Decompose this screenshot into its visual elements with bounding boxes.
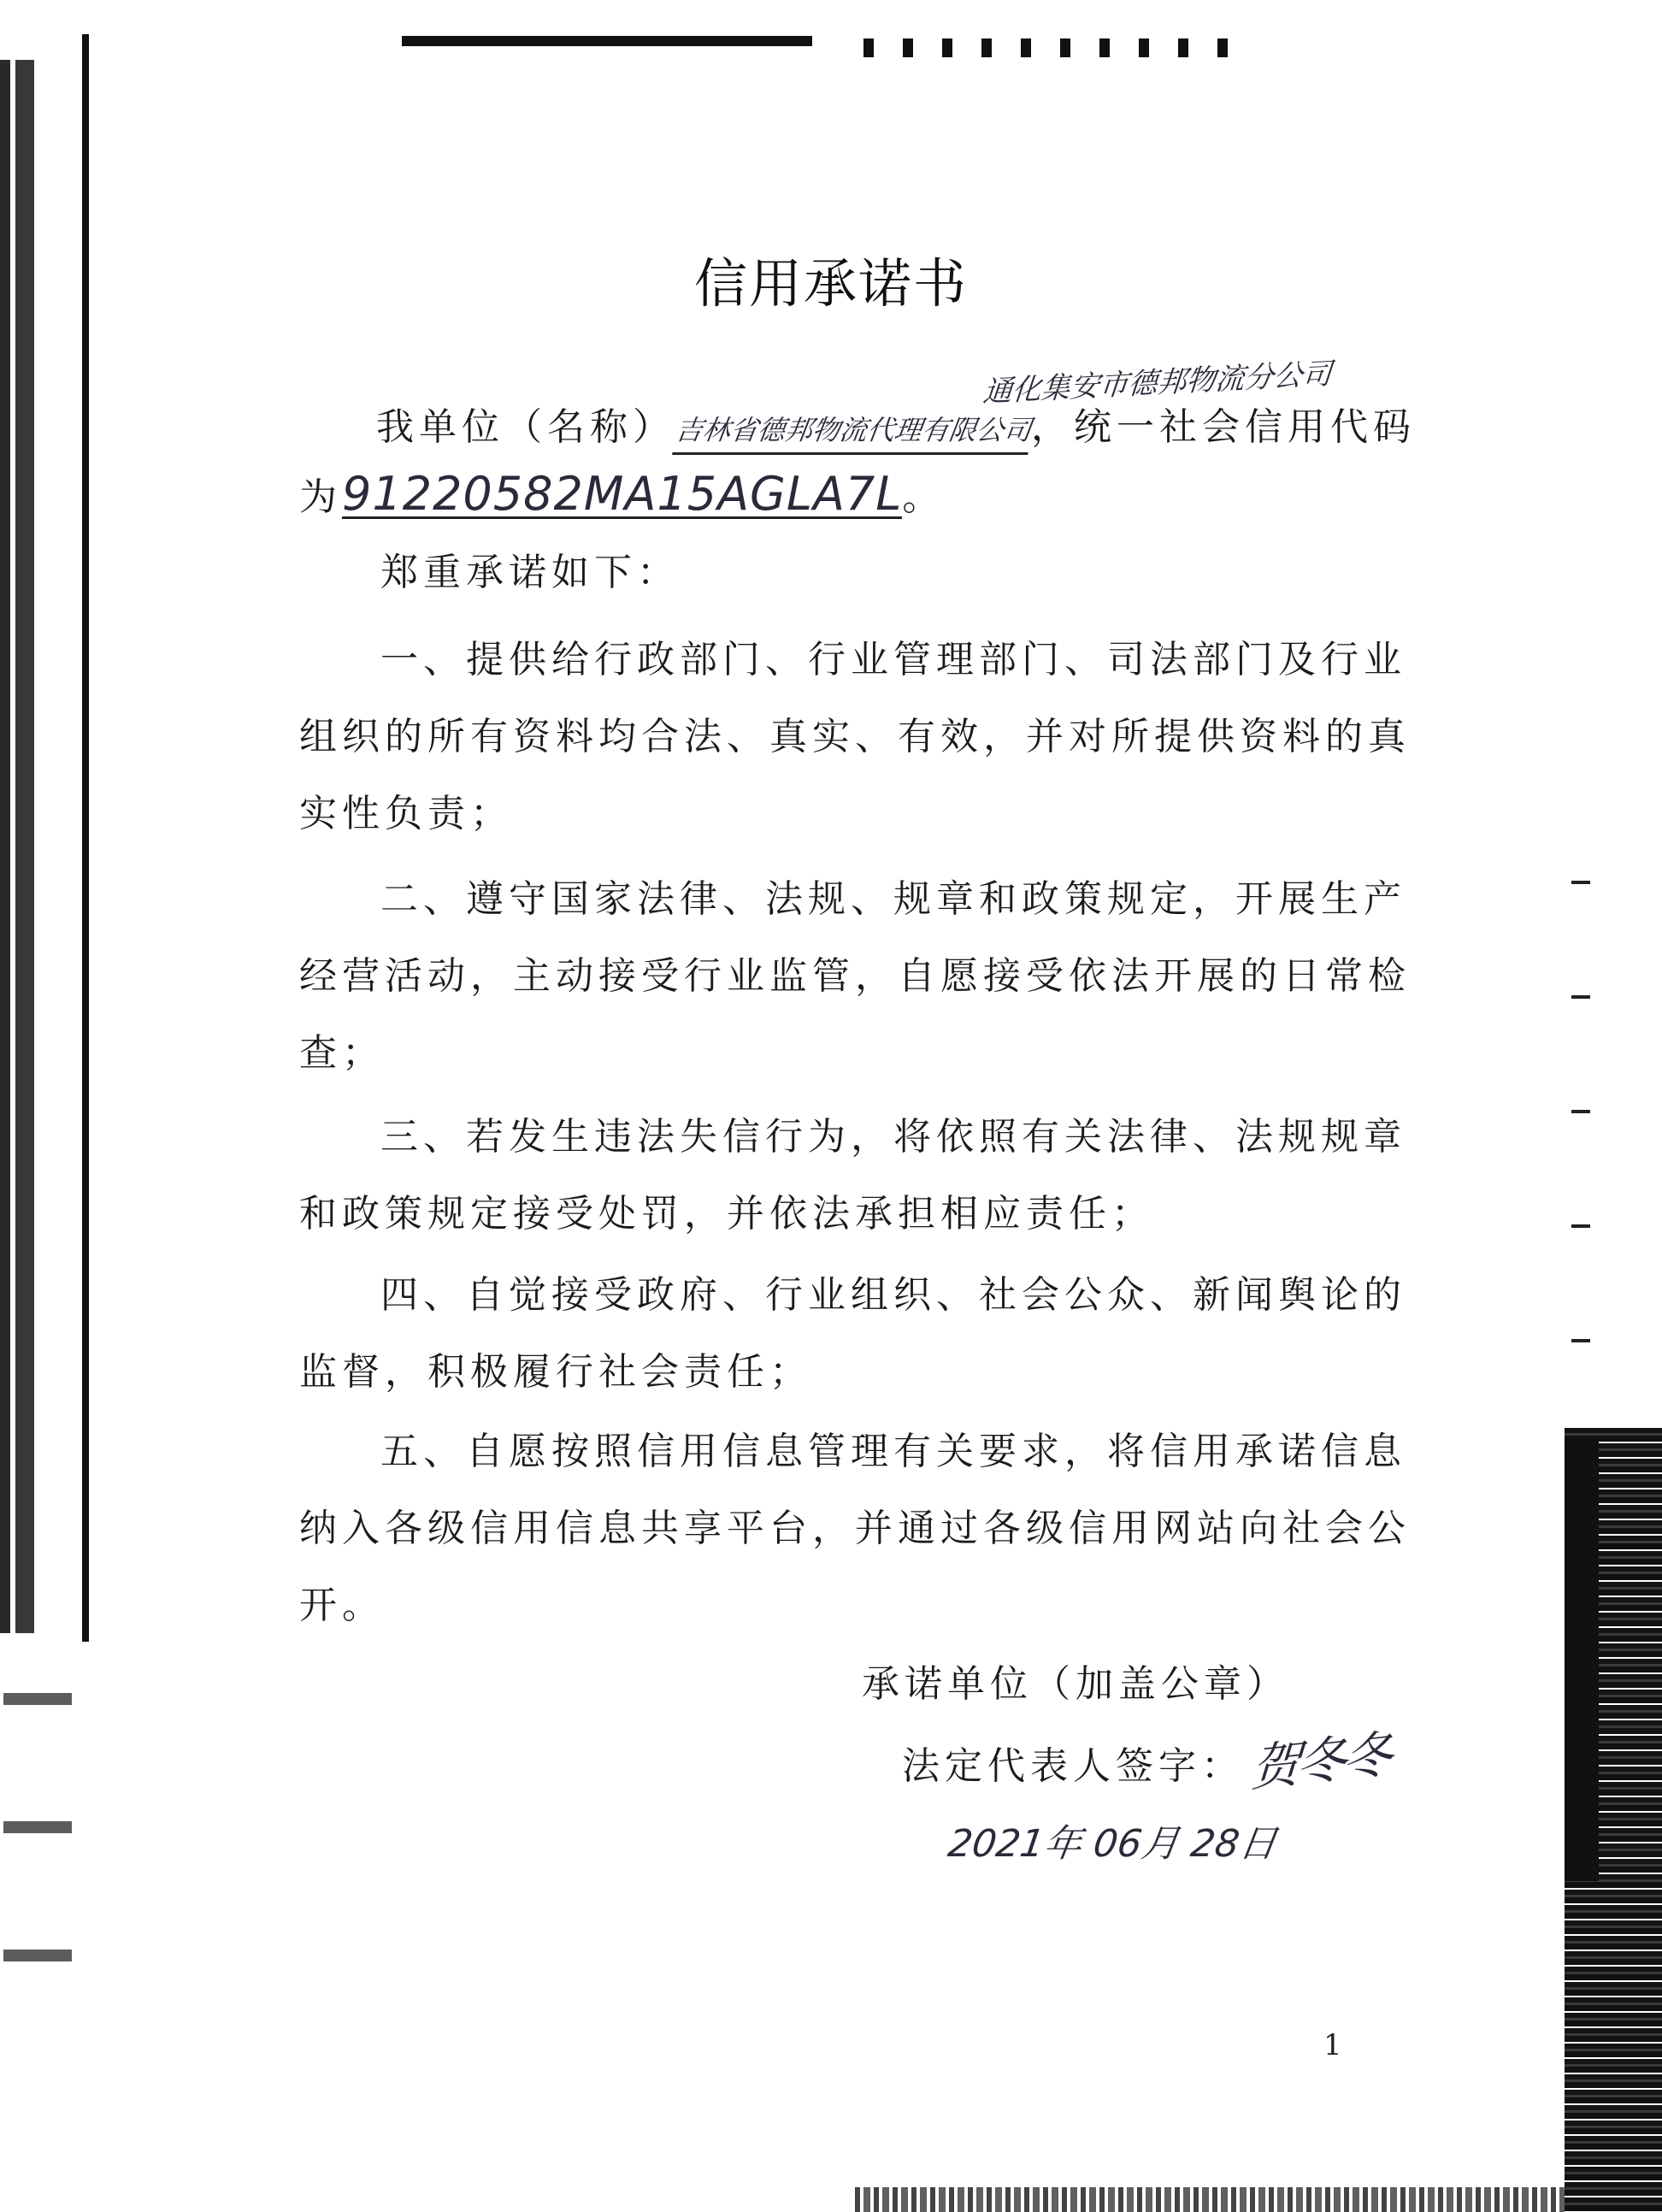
credit-code-line — [299, 467, 946, 523]
item-4-line-2: 监督，积极履行社会责任； — [299, 1350, 812, 1394]
item-1-line-1: 一、提供给行政部门、行业管理部门、司法部门及行业 — [380, 638, 1406, 681]
scan-edge-top — [402, 36, 812, 46]
credit-code: 91220582MA15AGLA7L — [342, 467, 903, 521]
scan-edge-right-block — [1565, 1436, 1599, 1881]
page-number: 1 — [1323, 2028, 1342, 2062]
code-end: 。 — [902, 475, 946, 519]
scan-edge-left-ticks — [3, 1693, 72, 2069]
company-name: 吉林省德邦物流代理有限公司 — [672, 408, 1034, 455]
item-2-line-1: 二、遵守国家法律、法规、规章和政策规定，开展生产 — [380, 877, 1406, 921]
signoff-rep-label: 法定代表人签字： — [902, 1744, 1244, 1788]
item-2-line-3: 查； — [299, 1031, 385, 1075]
company-name-overwrite: 通化集安市德邦物流分公司 — [981, 357, 1334, 410]
signoff-rep-line — [902, 1725, 1391, 1798]
intro-prefix: 我单位（名称） — [376, 405, 675, 449]
signoff-date: 2021年 06月 28日 — [945, 1822, 1280, 1866]
scan-edge-top-dots — [863, 38, 1257, 57]
signoff-unit-label: 承诺单位（加盖公章） — [862, 1662, 1289, 1706]
item-4-line-1: 四、自觉接受政府、行业组织、社会公众、新闻舆论的 — [380, 1273, 1406, 1317]
item-3-line-2: 和政策规定接受处罚，并依法承担相应责任； — [299, 1192, 1154, 1236]
item-1-line-3: 实性负责； — [299, 792, 513, 835]
item-5-line-1: 五、自愿按照信用信息管理有关要求，将信用承诺信息 — [380, 1430, 1406, 1473]
document-title: 信用承诺书 — [693, 252, 968, 315]
item-3-line-1: 三、若发生违法失信行为，将依照有关法律、法规规章 — [380, 1115, 1406, 1159]
item-2-line-2: 经营活动，主动接受行业监管，自愿接受依法开展的日常检 — [299, 954, 1411, 998]
intro-suffix: ，统一社会信用代码 — [1031, 405, 1417, 449]
item-5-line-3: 开。 — [299, 1584, 385, 1627]
item-1-line-2: 组织的所有资料均合法、真实、有效，并对所提供资料的真 — [299, 715, 1411, 758]
code-prefix: 为 — [299, 475, 342, 519]
rep-signature: 贺冬冬 — [1249, 1725, 1391, 1798]
scan-edge-bottom — [855, 2187, 1565, 2212]
intro-line — [376, 402, 1416, 455]
item-5-line-2: 纳入各级信用信息共享平台，并通过各级信用网站向社会公 — [299, 1507, 1411, 1550]
pledge-heading: 郑重承诺如下： — [380, 551, 680, 594]
scan-edge-right-ticks — [1571, 770, 1590, 1385]
